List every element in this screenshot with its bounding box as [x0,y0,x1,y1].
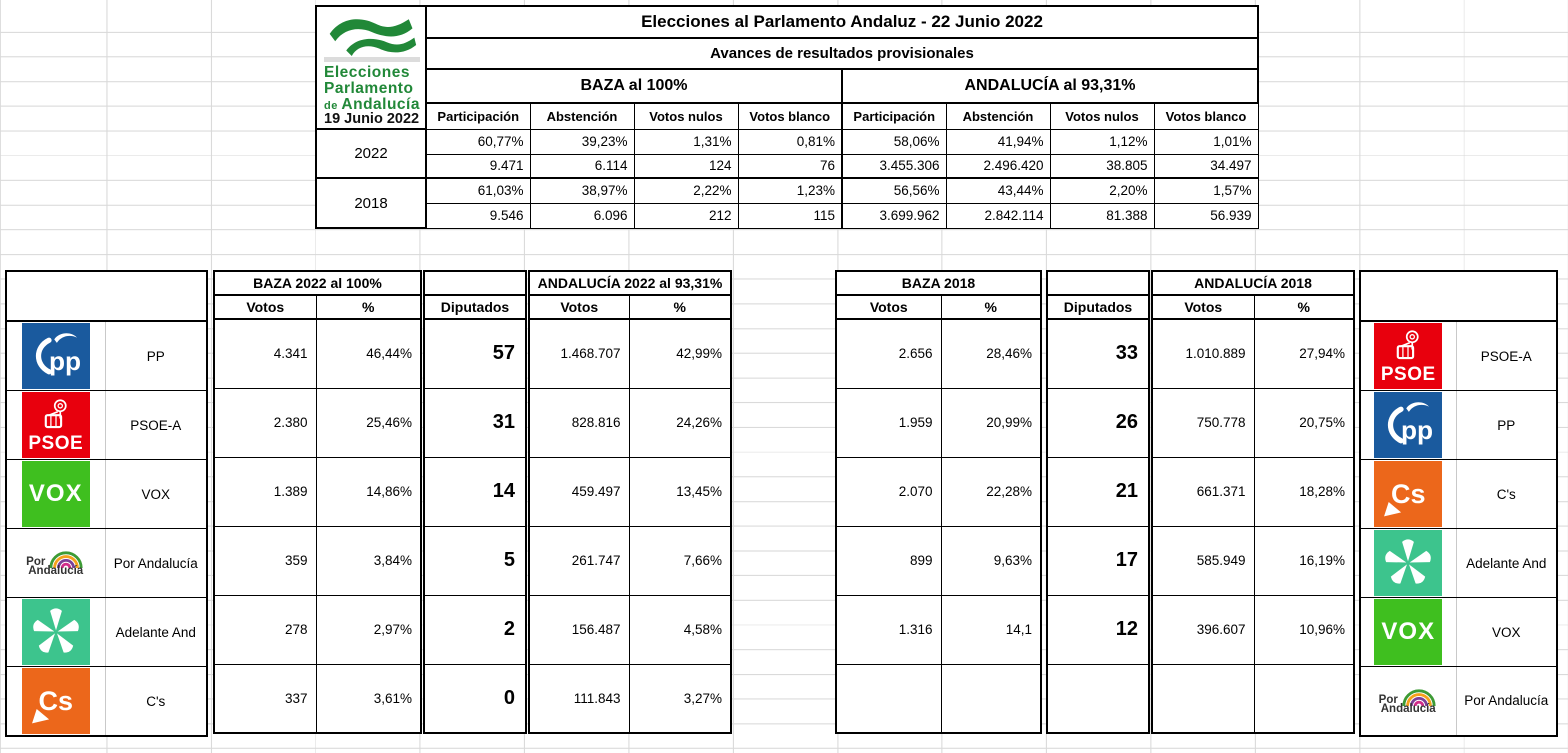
adelante-star-icon [1381,536,1435,590]
porand-logo-text1: Por [26,555,46,568]
cell-and-pct[interactable]: 27,94% [1254,319,1354,388]
cell-2018-and-blanco-pct[interactable]: 1,57% [1154,178,1258,203]
psoe-logo [1374,323,1442,389]
cell-baza-votos[interactable]: 899 [836,526,941,595]
vox-logo-text: VOX [28,480,83,507]
cell-baza-pct[interactable]: 22,28% [941,457,1041,526]
baza-2018-votos-header[interactable]: Votos [836,295,941,319]
baza-2022-block [213,270,422,734]
adelante-logo-cell[interactable] [6,598,105,667]
cell-2018-baza-nulos-pct[interactable]: 2,22% [634,178,738,203]
cell-and-votos[interactable]: 396.607 [1152,595,1254,664]
col-nulos-and[interactable]: Votos nulos [1050,103,1154,129]
cell-2018-baza-part-abs[interactable]: 9.546 [426,203,530,228]
cell-baza-pct[interactable] [941,664,1041,733]
pp-logo [22,323,90,389]
diputados-2022-header[interactable]: Diputados [424,295,526,319]
cell-diputados[interactable]: 21 [1047,457,1149,526]
ciudadanos-logo [1374,461,1442,527]
adelante-andalucia-logo [1374,530,1442,596]
andalucia-2022-title[interactable]: ANDALUCÍA 2022 al 93,31% [529,271,731,295]
cell-and-votos[interactable]: 1.468.707 [529,319,629,388]
andalucia-2018-pct-header[interactable]: % [1254,295,1354,319]
party-name[interactable]: PP [105,321,207,391]
cell-and-pct[interactable]: 42,99% [629,319,731,388]
cell-and-votos[interactable]: 261.747 [529,526,629,595]
cell-and-pct[interactable]: 3,27% [629,664,731,733]
cell-diputados[interactable]: 33 [1047,319,1149,388]
logo-line3-small: de [324,99,342,112]
cell-and-votos[interactable]: 828.816 [529,388,629,457]
party-name[interactable]: C's [105,667,207,737]
party-name[interactable]: C's [1456,460,1557,529]
cs-logo-cell[interactable] [1360,460,1456,529]
party-name[interactable]: Adelante And [1456,529,1557,598]
cell-diputados[interactable]: 31 [424,388,526,457]
baza-2022-pct-header[interactable]: % [316,295,421,319]
psoe-fist-rose-icon [39,398,73,434]
psoe-fist-rose-icon [1391,329,1425,365]
pp-logo-cell[interactable] [6,321,105,391]
section-header-baza[interactable]: BAZA al 100% [426,69,842,103]
cell-2018-and-part-abs[interactable]: 3.699.962 [842,203,946,228]
cell-2022-and-blanco-pct[interactable]: 1,01% [1154,129,1258,154]
cell-2018-and-nulos-abs[interactable]: 81.388 [1050,203,1154,228]
cell-2018-and-abst-pct[interactable]: 43,44% [946,178,1050,203]
cell-and-pct[interactable]: 7,66% [629,526,731,595]
cell-and-pct[interactable] [1254,664,1354,733]
cell-2018-baza-blanco-abs[interactable]: 115 [738,203,842,228]
cell-2022-and-nulos-pct[interactable]: 1,12% [1050,129,1154,154]
diputados-2018-block [1046,270,1150,734]
cell-and-pct[interactable]: 24,26% [629,388,731,457]
vox-logo-cell[interactable] [1360,598,1456,667]
psoe-logo [22,392,90,458]
cell-and-pct[interactable]: 16,19% [1254,526,1354,595]
cell-2022-and-abst-abs[interactable]: 2.496.420 [946,154,1050,178]
summary-table [315,5,1259,229]
andalucia-2018-block [1151,270,1355,734]
baza-2018-block [835,270,1042,734]
andalucia-flag-icon [324,10,420,56]
cell-2022-baza-nulos-abs[interactable]: 124 [634,154,738,178]
vox-logo [22,461,90,527]
cell-and-votos[interactable] [1152,664,1254,733]
cell-2022-baza-abst-pct[interactable]: 39,23% [530,129,634,154]
vox-logo [1374,599,1442,665]
party-name[interactable]: PP [1456,391,1557,460]
party-name[interactable]: PSOE-A [1456,321,1557,391]
por-andalucia-logo [24,547,87,579]
cs-triangle-icon [32,709,51,728]
psoe-logo-text: PSOE [1380,363,1436,385]
cell-2018-and-part-pct[interactable]: 56,56% [842,178,946,203]
cell-2022-baza-blanco-pct[interactable]: 0,81% [738,129,842,154]
cell-baza-votos[interactable]: 278 [214,595,316,664]
diputados-2022-empty-header[interactable] [424,271,526,295]
diputados-2018-header[interactable]: Diputados [1047,295,1149,319]
cell-and-pct[interactable]: 18,28% [1254,457,1354,526]
adelante-andalucia-logo [22,599,90,665]
cell-and-votos[interactable]: 661.371 [1152,457,1254,526]
andalucia-2022-votos-header[interactable]: Votos [529,295,629,319]
party-name[interactable]: Adelante And [105,598,207,667]
cell-and-votos[interactable]: 156.487 [529,595,629,664]
cell-baza-pct[interactable]: 2,97% [316,595,421,664]
col-blanco-baza[interactable]: Votos blanco [738,103,842,129]
baza-2022-title[interactable]: BAZA 2022 al 100% [214,271,421,295]
cell-diputados[interactable]: 2 [424,595,526,664]
cell-baza-votos[interactable]: 2.070 [836,457,941,526]
andalucia-2018-title[interactable]: ANDALUCÍA 2018 [1152,271,1354,295]
parties-2018-block [1359,270,1558,737]
cell-2022-and-nulos-abs[interactable]: 38.805 [1050,154,1154,178]
col-nulos-baza[interactable]: Votos nulos [634,103,738,129]
report-title[interactable]: Elecciones al Parlamento Andaluz - 22 Junio 2022 [426,6,1258,38]
cell-baza-votos[interactable]: 337 [214,664,316,733]
cell-2022-baza-blanco-abs[interactable]: 76 [738,154,842,178]
diputados-2022-block [423,270,527,734]
cell-2018-and-abst-abs[interactable]: 2.842.114 [946,203,1050,228]
cell-2018-baza-blanco-pct[interactable]: 1,23% [738,178,842,203]
cell-and-pct[interactable]: 10,96% [1254,595,1354,664]
cell-and-votos[interactable]: 750.778 [1152,388,1254,457]
year-label-2022[interactable]: 2022 [316,129,426,178]
party-name[interactable]: Por Andalucía [1456,667,1557,736]
cell-2022-and-part-abs[interactable]: 3.455.306 [842,154,946,178]
cs-logo-text: Cs [1390,478,1426,509]
cell-2018-and-blanco-abs[interactable]: 56.939 [1154,203,1258,228]
cell-and-votos[interactable]: 459.497 [529,457,629,526]
andalucia-2022-pct-header[interactable]: % [629,295,731,319]
junta-andalucia-logo [318,8,424,127]
cell-2022-and-part-pct[interactable]: 58,06% [842,129,946,154]
cell-baza-votos[interactable] [836,664,941,733]
psoe-logo-cell[interactable] [6,391,105,460]
logo-line3: Andalucía [341,95,420,113]
ciudadanos-logo [22,668,90,734]
col-abstencion-baza[interactable]: Abstención [530,103,634,129]
party-name[interactable]: PSOE-A [105,391,207,460]
cell-baza-votos[interactable]: 1.316 [836,595,941,664]
vox-logo-cell[interactable] [6,460,105,529]
election-logo-cell[interactable] [316,6,426,129]
cs-logo-text: Cs [38,685,73,716]
vox-logo-text: VOX [1381,618,1436,645]
porand-logo-text1: Por [1378,693,1398,706]
por-andalucia-logo [1377,685,1440,717]
porandalucia-logo-cell[interactable] [6,529,105,598]
cell-diputados[interactable] [1047,664,1149,733]
baza-2018-pct-header[interactable]: % [941,295,1041,319]
cell-baza-pct[interactable]: 14,86% [316,457,421,526]
cell-diputados[interactable]: 57 [424,319,526,388]
parties-2022-header-empty[interactable] [6,271,207,321]
cell-2018-baza-nulos-abs[interactable]: 212 [634,203,738,228]
cell-baza-pct[interactable]: 28,46% [941,319,1041,388]
col-participacion-and[interactable]: Participación [842,103,946,129]
section-header-andalucia[interactable]: ANDALUCÍA al 93,31% [842,69,1258,103]
cell-2022-and-blanco-abs[interactable]: 34.497 [1154,154,1258,178]
cell-diputados[interactable]: 14 [424,457,526,526]
cell-and-votos[interactable]: 1.010.889 [1152,319,1254,388]
cell-baza-pct[interactable]: 46,44% [316,319,421,388]
baza-2018-title[interactable]: BAZA 2018 [836,271,1041,295]
logo-line2: Parlamento [324,79,414,97]
cell-and-pct[interactable]: 20,75% [1254,388,1354,457]
cell-diputados[interactable]: 0 [424,664,526,733]
adelante-star-icon [29,605,83,659]
cell-2022-and-abst-pct[interactable]: 41,94% [946,129,1050,154]
cell-and-pct[interactable]: 13,45% [629,457,731,526]
cell-2022-baza-nulos-pct[interactable]: 1,31% [634,129,738,154]
col-blanco-and[interactable]: Votos blanco [1154,103,1258,129]
cell-2022-baza-part-pct[interactable]: 60,77% [426,129,530,154]
logo-line1: Elecciones [324,64,410,81]
cell-2018-baza-part-pct[interactable]: 61,03% [426,178,530,203]
cs-triangle-icon [1384,502,1403,521]
cell-2018-baza-abst-pct[interactable]: 38,97% [530,178,634,203]
cell-and-pct[interactable]: 4,58% [629,595,731,664]
pp-gaviota-icon [28,328,84,384]
party-name[interactable]: Por Andalucía [105,529,207,598]
col-participacion-baza[interactable]: Participación [426,103,530,129]
cell-baza-pct[interactable]: 9,63% [941,526,1041,595]
psoe-logo-text: PSOE [28,432,84,454]
cell-baza-pct[interactable]: 25,46% [316,388,421,457]
porand-logo-text2: Andalucía [28,565,84,578]
porandalucia-logo-cell[interactable] [1360,667,1456,736]
cell-2018-baza-abst-abs[interactable]: 6.096 [530,203,634,228]
cell-baza-pct[interactable]: 3,84% [316,526,421,595]
cell-baza-pct[interactable]: 3,61% [316,664,421,733]
year-label-2018[interactable]: 2018 [316,178,426,228]
cs-logo-cell[interactable] [6,667,105,737]
cell-baza-votos[interactable]: 4.341 [214,319,316,388]
party-name[interactable]: VOX [1456,598,1557,667]
pp-logo-cell[interactable] [1360,391,1456,460]
parties-2018-header-empty[interactable] [1360,271,1557,321]
cell-baza-votos[interactable]: 359 [214,526,316,595]
cell-diputados[interactable]: 5 [424,526,526,595]
cell-and-votos[interactable]: 111.843 [529,664,629,733]
pp-logo [1374,392,1442,458]
cell-diputados[interactable]: 17 [1047,526,1149,595]
parties-2022-block [5,270,208,737]
diputados-2018-empty-header[interactable] [1047,271,1149,295]
andalucia-2022-block [528,270,732,734]
cell-baza-pct[interactable]: 20,99% [941,388,1041,457]
col-abstencion-and[interactable]: Abstención [946,103,1050,129]
cell-diputados[interactable]: 12 [1047,595,1149,664]
logo-divider [324,57,420,62]
party-name[interactable]: VOX [105,460,207,529]
cell-2018-and-nulos-pct[interactable]: 2,20% [1050,178,1154,203]
svg-text:pp: pp [1401,415,1434,445]
adelante-logo-cell[interactable] [1360,529,1456,598]
baza-2022-votos-header[interactable]: Votos [214,295,316,319]
cell-2022-baza-abst-abs[interactable]: 6.114 [530,154,634,178]
cell-baza-votos[interactable]: 2.380 [214,388,316,457]
cell-baza-pct[interactable]: 14,1 [941,595,1041,664]
cell-baza-votos[interactable]: 1.389 [214,457,316,526]
cell-and-votos[interactable]: 585.949 [1152,526,1254,595]
porand-logo-text2: Andalucía [1380,703,1436,715]
cell-diputados[interactable]: 26 [1047,388,1149,457]
logo-date: 19 Junio 2022 [324,111,420,128]
pp-gaviota-icon [1380,397,1436,453]
cell-baza-votos[interactable]: 2.656 [836,319,941,388]
svg-text:pp: pp [48,346,81,376]
cell-2022-baza-part-abs[interactable]: 9.471 [426,154,530,178]
cell-baza-votos[interactable]: 1.959 [836,388,941,457]
psoe-logo-cell[interactable] [1360,321,1456,391]
andalucia-2018-votos-header[interactable]: Votos [1152,295,1254,319]
report-subtitle[interactable]: Avances de resultados provisionales [426,38,1258,70]
